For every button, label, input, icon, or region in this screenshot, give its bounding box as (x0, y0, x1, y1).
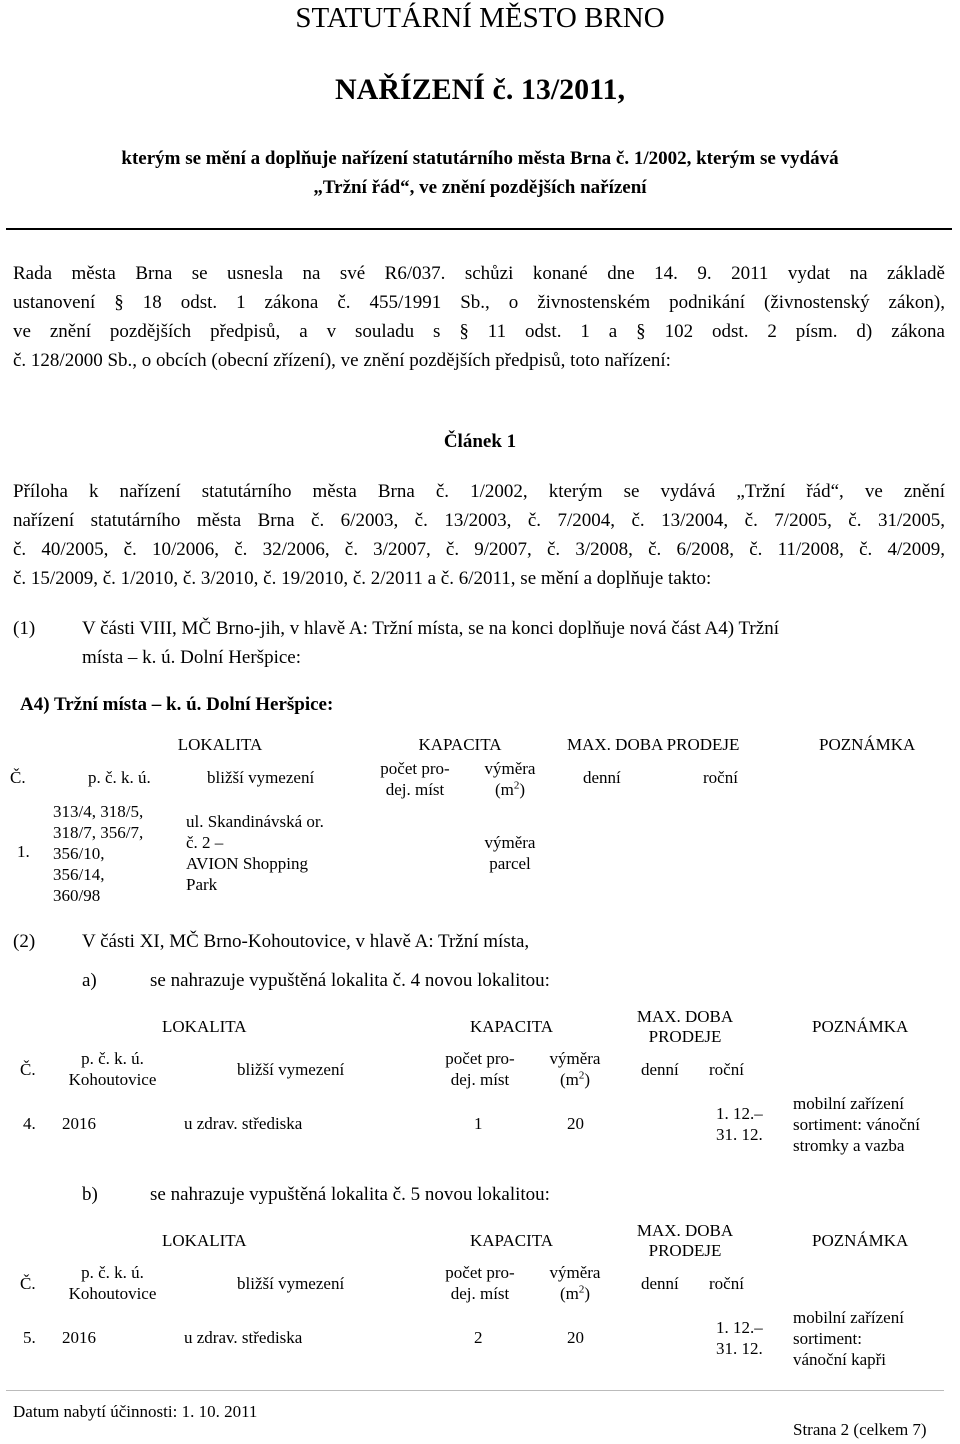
point-1-number: (1) (13, 618, 36, 639)
t3-header-lokalita: LOKALITA (162, 1231, 247, 1250)
t2-header-poznamka: POZNÁMKA (812, 1017, 909, 1036)
t1-row-area-1: výměra (484, 833, 536, 852)
t2-col-spec: bližší vymezení (237, 1060, 345, 1079)
footer-effective-date: Datum nabytí účinnosti: 1. 10. 2011 (13, 1402, 258, 1421)
article-line-2: nařízení statutárního města Brna č. 6/2003, č. 13/2003, č. 7/2004, č. 13/2004, č. 7/2005, č. 31/2005, (13, 510, 945, 531)
intro-line-2: ustanovení § 18 odst. 1 zákona č. 455/1991 Sb., o živnostenském podnikání (živnostenský zákon), (13, 292, 945, 313)
t2-row-area: 20 (567, 1114, 584, 1133)
point-2-number: (2) (13, 931, 36, 952)
t1-col-spec: bližší vymezení (207, 768, 315, 787)
intro-line-3: ve znění pozdějších předpisů, a v souladu s § 11 odst. 1 a § 102 odst. 2 písm. d) zákona (13, 321, 945, 342)
t2-header-kapacita: KAPACITA (470, 1017, 554, 1036)
t2-col-daily: denní (641, 1060, 679, 1079)
t2-row-count: 1 (474, 1114, 483, 1133)
document-title: NAŘÍZENÍ č. 13/2011, (334, 73, 626, 106)
t1-row-spec-1: ul. Skandinávská or. (186, 812, 324, 831)
t2-row-parcel: 2016 (62, 1114, 96, 1133)
intro-line-1: Rada města Brna se usnesla na své R6/037. schůzi konané dne 14. 9. 2011 vydat na základě (13, 263, 945, 284)
t3-col-count-1: počet pro- (445, 1263, 515, 1282)
t2-col-area-2: $(m^2)$ (559, 1069, 591, 1089)
t3-col-count-2: dej. míst (450, 1284, 510, 1303)
t3-col-area-1: výměra (549, 1263, 601, 1282)
t3-col-area-2: $(m^2)$ (559, 1283, 591, 1303)
t1-row-parcel-1: 313/4, 318/5, (53, 802, 144, 821)
point-2a-text: se nahrazuje vypuštěná lokalita č. 4 novou lokalitou: (150, 970, 550, 991)
article-heading: Článek 1 (443, 431, 517, 452)
t2-header-doba-1: MAX. DOBA (636, 1007, 734, 1026)
city-heading: STATUTÁRNÍ MĚSTO BRNO (295, 2, 665, 34)
t1-row-number: 1. (17, 842, 30, 861)
t2-col-parcel-1: p. č. k. ú. (81, 1049, 144, 1068)
t3-col-yearly: roční (709, 1274, 744, 1293)
t3-col-daily: denní (641, 1274, 679, 1293)
t2-row-note-1: mobilní zařízení (793, 1094, 904, 1113)
t3-row-count: 2 (474, 1328, 483, 1347)
point-1-line-1: V části VIII, MČ Brno-jih, v hlavě A: Tržní místa, se na konci doplňuje nová část A4) Tržní (82, 618, 779, 639)
t1-row-spec-2: č. 2 – (186, 833, 224, 852)
t3-header-poznamka: POZNÁMKA (812, 1231, 909, 1250)
t3-col-parcel-2: Kohoutovice (68, 1284, 157, 1303)
t1-header-kapacita: KAPACITA (418, 735, 502, 754)
t2-col-area-1: výměra (549, 1049, 601, 1068)
t2-header-lokalita: LOKALITA (162, 1017, 247, 1036)
t2-row-note-2: sortiment: vánoční (793, 1115, 921, 1134)
t3-row-note-2: sortiment: (793, 1329, 862, 1348)
subtitle-line-2: „Tržní řád“, ve znění pozdějších nařízení (313, 177, 647, 198)
header-divider (6, 228, 952, 230)
t2-row-date-2: 31. 12. (716, 1125, 763, 1144)
point-2b-text: se nahrazuje vypuštěná lokalita č. 5 novou lokalitou: (150, 1184, 550, 1205)
t3-col-number: Č. (20, 1274, 36, 1293)
intro-line-4: č. 128/2000 Sb., o obcích (obecní zřízení), ve znění pozdějších předpisů, toto nařízení: (13, 350, 671, 371)
t1-row-area-2: parcel (489, 854, 531, 873)
t2-col-count-1: počet pro- (445, 1049, 515, 1068)
t3-row-spec: u zdrav. střediska (184, 1328, 303, 1347)
t1-header-doba: MAX. DOBA PRODEJE (567, 735, 740, 754)
t1-row-parcel-5: 360/98 (53, 886, 101, 905)
t1-row-spec-3: AVION Shopping (186, 854, 309, 873)
t1-row-parcel-2: 318/7, 356/7, (53, 823, 144, 842)
t1-row-spec-4: Park (186, 875, 218, 894)
t1-col-number: Č. (10, 768, 26, 787)
t1-row-parcel-4: 356/14, (53, 865, 105, 884)
t3-row-date-2: 31. 12. (716, 1339, 763, 1358)
point-2a-label: a) (82, 970, 97, 991)
t1-col-daily: denní (583, 768, 621, 787)
t3-row-date-1: 1. 12.– (716, 1318, 763, 1337)
t3-row-number: 5. (23, 1328, 36, 1347)
t3-col-spec: bližší vymezení (237, 1274, 345, 1293)
subtitle-line-1: kterým se mění a doplňuje nařízení statutárního města Brna č. 1/2002, kterým se vydává (121, 148, 839, 169)
article-line-3: č. 40/2005, č. 10/2006, č. 32/2006, č. 3/2007, č. 9/2007, č. 3/2008, č. 6/2008, č. 11/2008, č. 4/2009, (13, 539, 945, 560)
t3-col-parcel-1: p. č. k. ú. (81, 1263, 144, 1282)
t2-row-note-3: stromky a vazba (793, 1136, 905, 1155)
t3-header-doba-2: PRODEJE (648, 1241, 722, 1260)
t3-row-note-1: mobilní zařízení (793, 1308, 904, 1327)
t1-col-count-2: dej. míst (385, 780, 445, 799)
point-1-line-2: místa – k. ú. Dolní Heršpice: (82, 647, 301, 668)
footer-divider (6, 1390, 944, 1391)
t3-header-doba-1: MAX. DOBA (636, 1221, 734, 1240)
t2-col-count-2: dej. míst (450, 1070, 510, 1089)
t1-col-yearly: roční (703, 768, 738, 787)
t1-col-parcel: p. č. k. ú. (88, 768, 151, 787)
article-line-1: Příloha k nařízení statutárního města Brna č. 1/2002, kterým se vydává „Tržní řád“, ve znění (13, 481, 945, 502)
point-2b-label: b) (82, 1184, 98, 1205)
t1-col-area-1: výměra (484, 759, 536, 778)
t3-header-kapacita: KAPACITA (470, 1231, 554, 1250)
t2-row-date-1: 1. 12.– (716, 1104, 763, 1123)
article-line-4: č. 15/2009, č. 1/2010, č. 3/2010, č. 19/2010, č. 2/2011 a č. 6/2011, se mění a doplňuje takto: (13, 568, 712, 589)
t2-row-number: 4. (23, 1114, 36, 1133)
t2-col-yearly: roční (709, 1060, 744, 1079)
t1-header-poznamka: POZNÁMKA (819, 735, 916, 754)
section-a4-title: A4) Tržní místa – k. ú. Dolní Heršpice: (20, 694, 334, 715)
t2-row-spec: u zdrav. střediska (184, 1114, 303, 1133)
t2-col-number: Č. (20, 1060, 36, 1079)
t3-row-parcel: 2016 (62, 1328, 96, 1347)
t1-row-parcel-3: 356/10, (53, 844, 105, 863)
t1-col-area-2: $(m^2)$ (494, 779, 526, 799)
t2-header-doba-2: PRODEJE (648, 1027, 722, 1046)
point-2-text: V části XI, MČ Brno-Kohoutovice, v hlavě A: Tržní místa, (82, 931, 530, 952)
t3-row-area: 20 (567, 1328, 584, 1347)
t3-row-note-3: vánoční kapři (793, 1350, 886, 1369)
t1-header-lokalita: LOKALITA (177, 735, 263, 754)
t2-col-parcel-2: Kohoutovice (68, 1070, 157, 1089)
footer-page-number: Strana 2 (celkem 7) (793, 1420, 927, 1439)
t1-col-count-1: počet pro- (380, 759, 450, 778)
